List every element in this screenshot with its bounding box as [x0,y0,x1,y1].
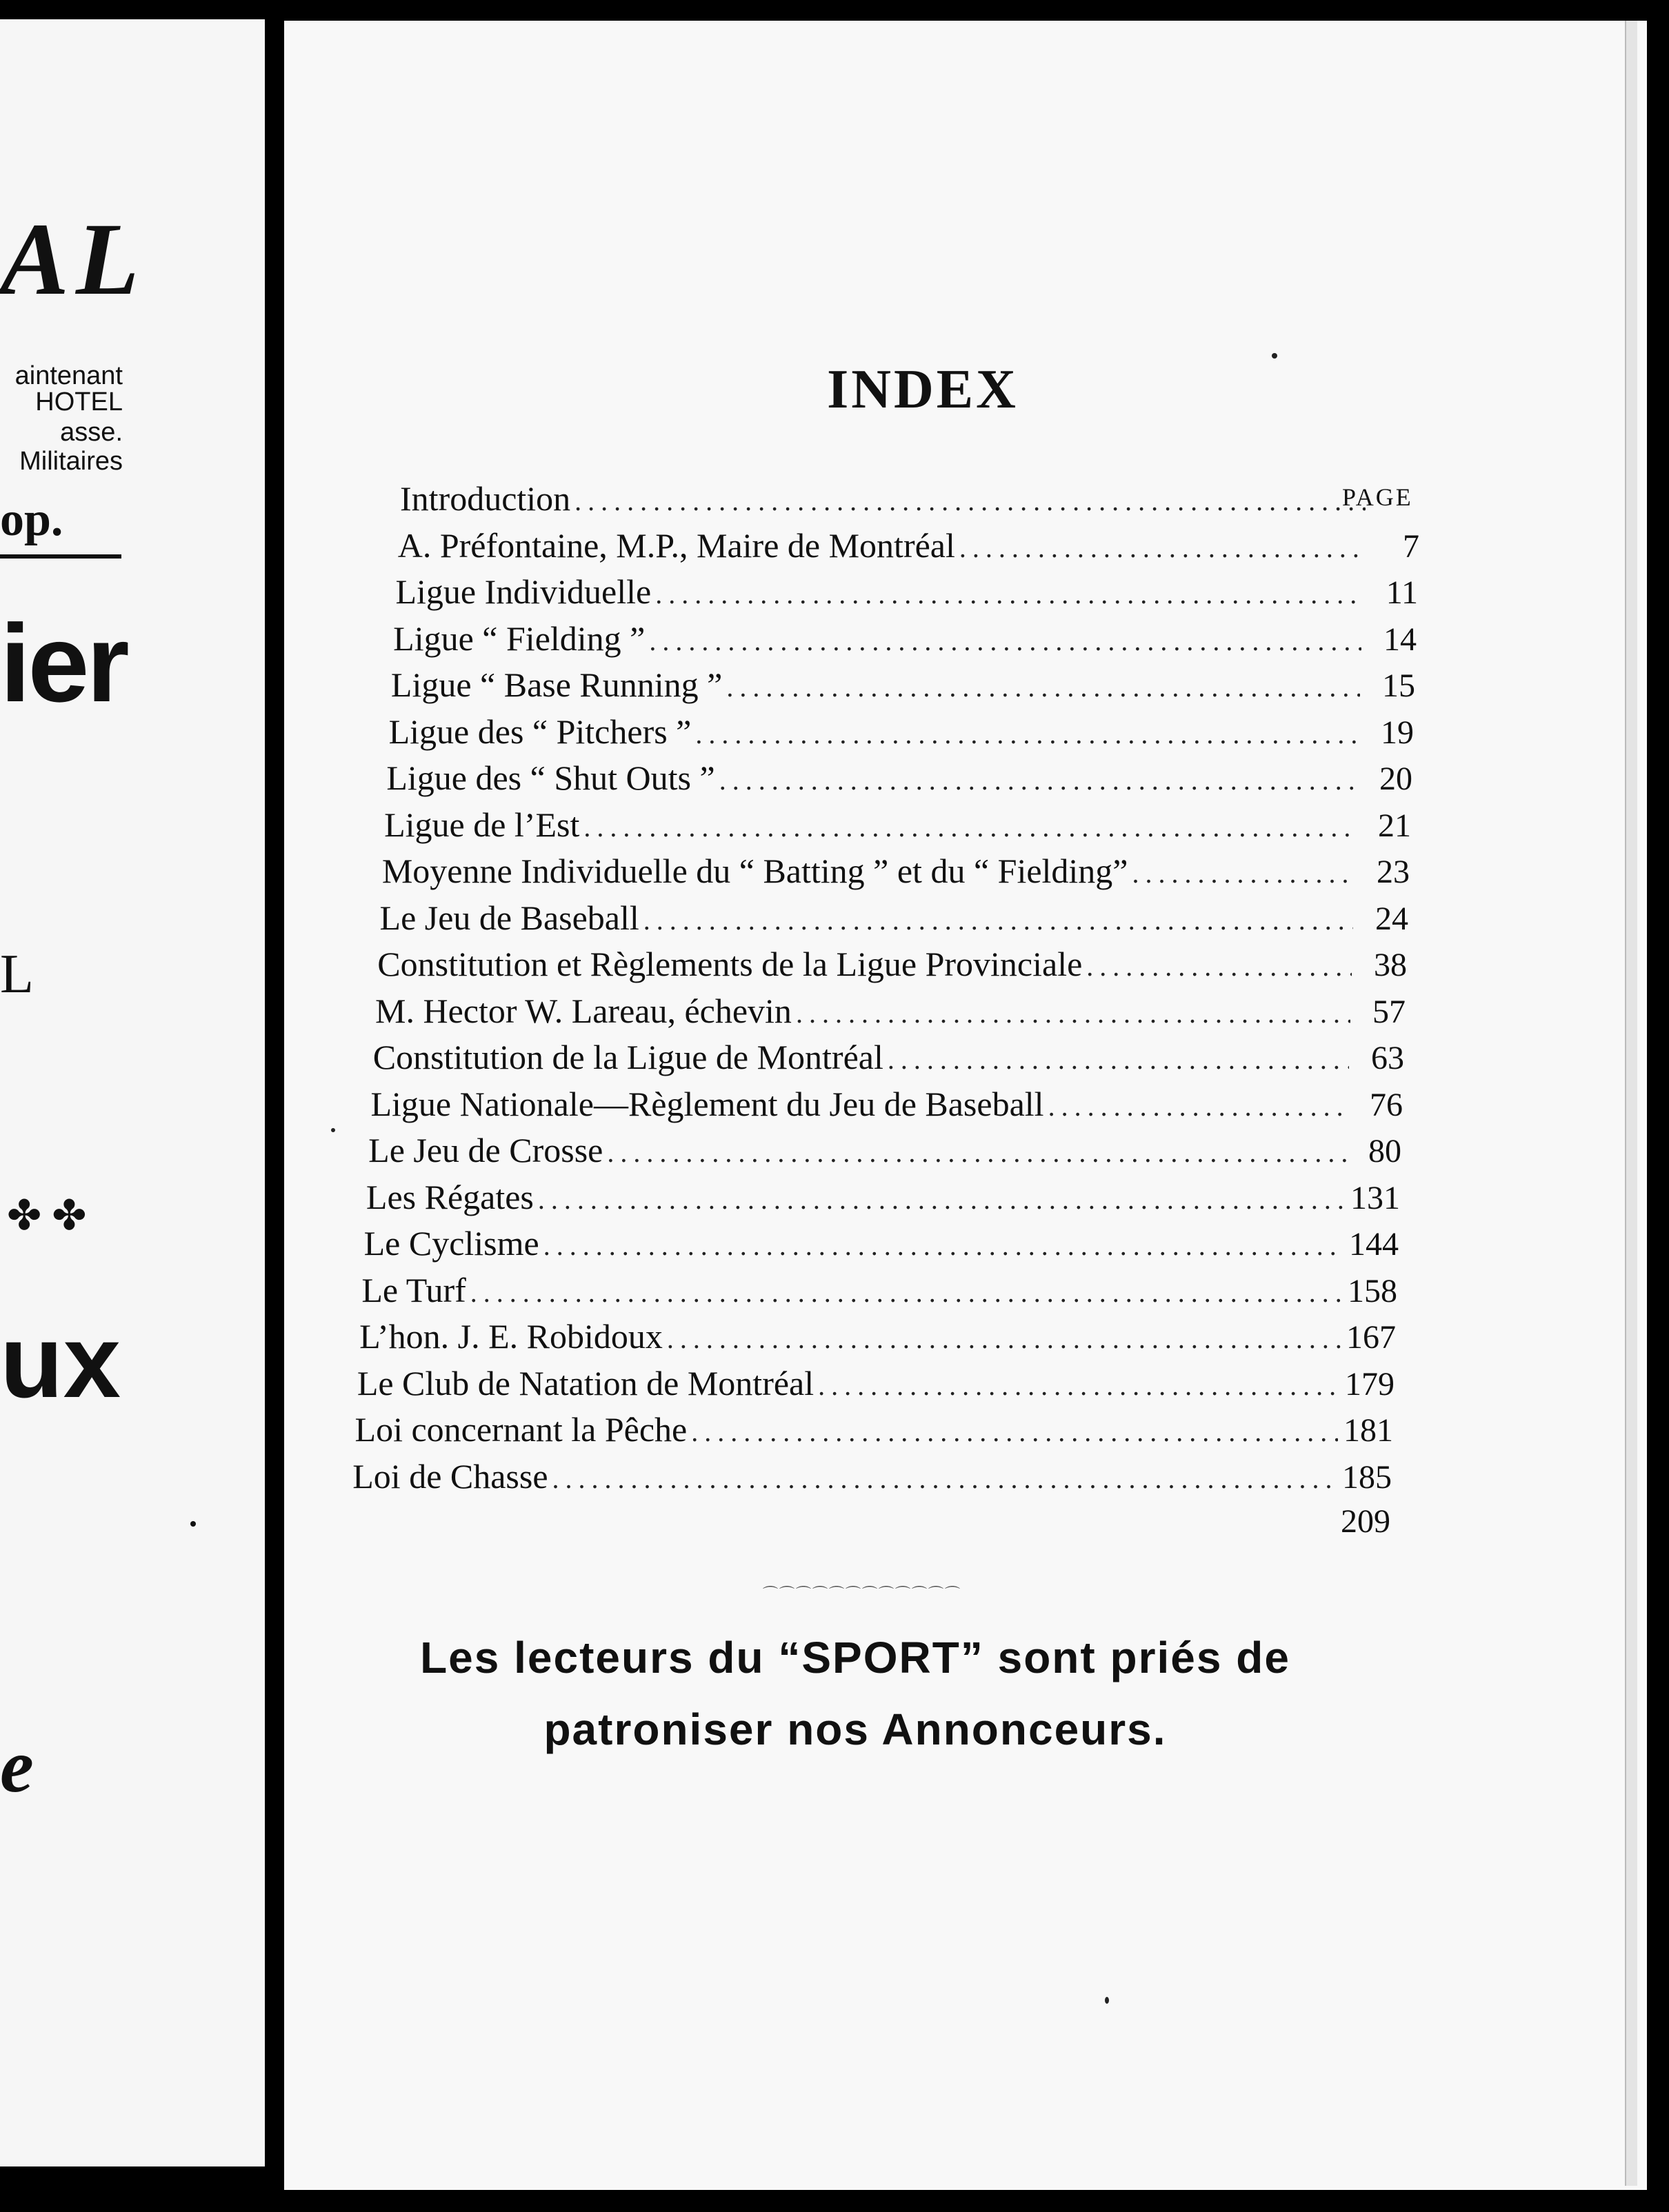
toc-entry [370,1084,1403,1128]
toc-entry-page: 181 [1343,1412,1393,1449]
toc-entry-title: L’hon. J. E. Robidoux [359,1317,663,1356]
dot-leader [643,904,1353,936]
left-text-fragment: asse. [60,418,123,447]
toc-entry-title: Les Régates [366,1177,534,1216]
toc-entry-title: Ligue Individuelle [395,572,652,611]
left-text-fragment: HOTEL [35,388,123,416]
toc-entry-title: Le Club de Natation de Montréal [357,1363,814,1402]
toc-entry-page: 167 [1346,1319,1396,1356]
dot-leader [667,1323,1341,1355]
toc-entry [395,572,1418,616]
toc-entry [386,758,1412,802]
toc-entry-page: 20 [1379,761,1412,797]
left-text-fragment: aintenant [14,361,123,390]
toc-entry-page: 185 [1341,1458,1392,1496]
toc-entry-page: 23 [1376,854,1410,890]
dot-leader [583,811,1356,843]
fleuron-ornament: ✤ ✤ [7,1193,87,1238]
toc-entry-title: Ligue des “ Shut Outs ” [386,758,715,797]
notice-line: Les lecteurs du “SPORT” sont priés de [420,1633,1290,1682]
page-column-label: PAGE [1342,483,1413,511]
speck [1272,353,1277,359]
toc-entry-title: Ligue “ Base Running ” [390,665,723,704]
toc-entry [384,805,1411,849]
toc-entry [364,1223,1399,1267]
toc-entry-title: Ligue des “ Pitchers ” [388,712,692,751]
dot-leader [538,1183,1345,1216]
dot-leader [1132,857,1355,889]
left-heading-fragment: op. [0,493,63,546]
toc-entry [391,665,1415,709]
toc-entry-title: Introduction [400,479,571,518]
toc-entry-title: Ligue de l’Est [384,805,580,844]
toc-entry-page: 80 [1368,1133,1401,1169]
toc-entry [357,1363,1395,1407]
toc-entry [350,1502,1390,1547]
toc-entry-title: Loi concernant la Pêche [354,1410,688,1449]
left-rule [0,554,121,559]
toc-entry-title: Moyenne Individuelle du “ Batting ” et du “ Fielding” [381,852,1128,890]
dot-leader [796,997,1350,1029]
toc-entry [373,1037,1404,1081]
toc-entry-page: 144 [1348,1226,1399,1263]
toc-entry-page: 76 [1369,1086,1403,1123]
dot-leader [655,578,1363,610]
dot-leader [818,1369,1339,1402]
dot-leader [1086,950,1352,983]
speck [1105,1997,1109,2004]
toc-entry-title: Constitution de la Ligue de Montréal [372,1038,883,1076]
toc-entry [368,1130,1401,1174]
toc-entry [400,479,1421,523]
toc-entry-page: 38 [1373,947,1407,983]
toc-entry [359,1316,1396,1360]
toc-entry [366,1177,1400,1221]
toc-entry-page: 158 [1347,1272,1397,1309]
toc-entry-page: 19 [1380,714,1414,751]
dot-leader [552,1462,1337,1495]
toc-entry-page: 15 [1381,667,1415,704]
previous-page-fragment [0,19,265,2166]
dot-leader [888,1043,1349,1076]
toc-entry-page: 11 [1386,574,1418,611]
left-heading-fragment: e [0,1724,34,1808]
dot-leader [574,485,1366,517]
gutter [265,0,283,2212]
toc-entry-page: 63 [1370,1040,1404,1076]
toc-entry [361,1270,1397,1314]
toc-entry-title: Le Turf [361,1270,466,1309]
toc-entry [393,619,1417,663]
toc-entry-title: Loi de Chasse [352,1456,548,1496]
toc-entry-page: 24 [1375,900,1408,937]
toc-entry-title: Ligue Nationale—Règlement du Jeu de Baseball [370,1084,1044,1123]
notice-line: patroniser nos Annonceurs. [543,1705,1167,1754]
toc-entry-page: 57 [1372,993,1406,1030]
toc-entry-title: Le Cyclisme [363,1224,539,1263]
left-heading-fragment: AL [0,202,146,316]
toc-entry-title: M. Hector W. Lareau, échevin [375,991,792,1030]
dot-leader [691,1416,1338,1448]
toc-entry-title: Le Jeu de Baseball [379,898,639,937]
toc-entry-page: 14 [1383,621,1417,658]
speck [190,1521,196,1527]
left-heading-fragment: ux [0,1303,121,1419]
dot-leader [1048,1090,1348,1123]
toc-entry [377,944,1407,988]
left-heading-fragment: ier [0,601,127,725]
toc-entry [380,898,1408,942]
toc-entry [352,1456,1392,1500]
toc-entry [375,991,1406,1035]
dot-leader [649,625,1361,657]
speck [331,1128,335,1132]
divider-ornament: ⌒⌒⌒⌒⌒⌒⌒⌒⌒⌒⌒⌒ [762,1585,961,1602]
page-edge [1625,21,1637,2186]
toc-entry [382,851,1410,895]
dot-leader [695,718,1359,750]
page-title: INDEX [827,359,1019,420]
toc-entry [355,1409,1393,1454]
dot-leader [470,1276,1342,1309]
toc-entry-title: A. Préfontaine, M.P., Maire de Montréal [397,525,955,565]
dot-leader [543,1229,1343,1262]
toc-entry-page: 179 [1344,1365,1395,1402]
advertiser-notice [359,1622,1352,1765]
toc-entry [398,525,1419,570]
toc-entry-page: 131 [1350,1179,1400,1216]
dot-leader [959,532,1364,564]
toc-entry-title: Le Jeu de Crosse [368,1131,603,1169]
left-text-fragment: Militaires [19,447,123,476]
toc-entry-title: Ligue “ Fielding ” [393,619,646,658]
toc-entry-page: 21 [1377,807,1411,844]
dot-leader [726,671,1360,703]
dot-leader [719,764,1357,796]
toc-entry-page: 209 [1341,1503,1390,1540]
toc-entry-page: 7 [1402,527,1419,565]
toc-entry [389,712,1414,756]
toc-entry-title: Constitution et Règlements de la Ligue Provinciale [377,945,1083,983]
left-heading-fragment: L [0,944,34,1005]
dot-leader [607,1136,1346,1169]
